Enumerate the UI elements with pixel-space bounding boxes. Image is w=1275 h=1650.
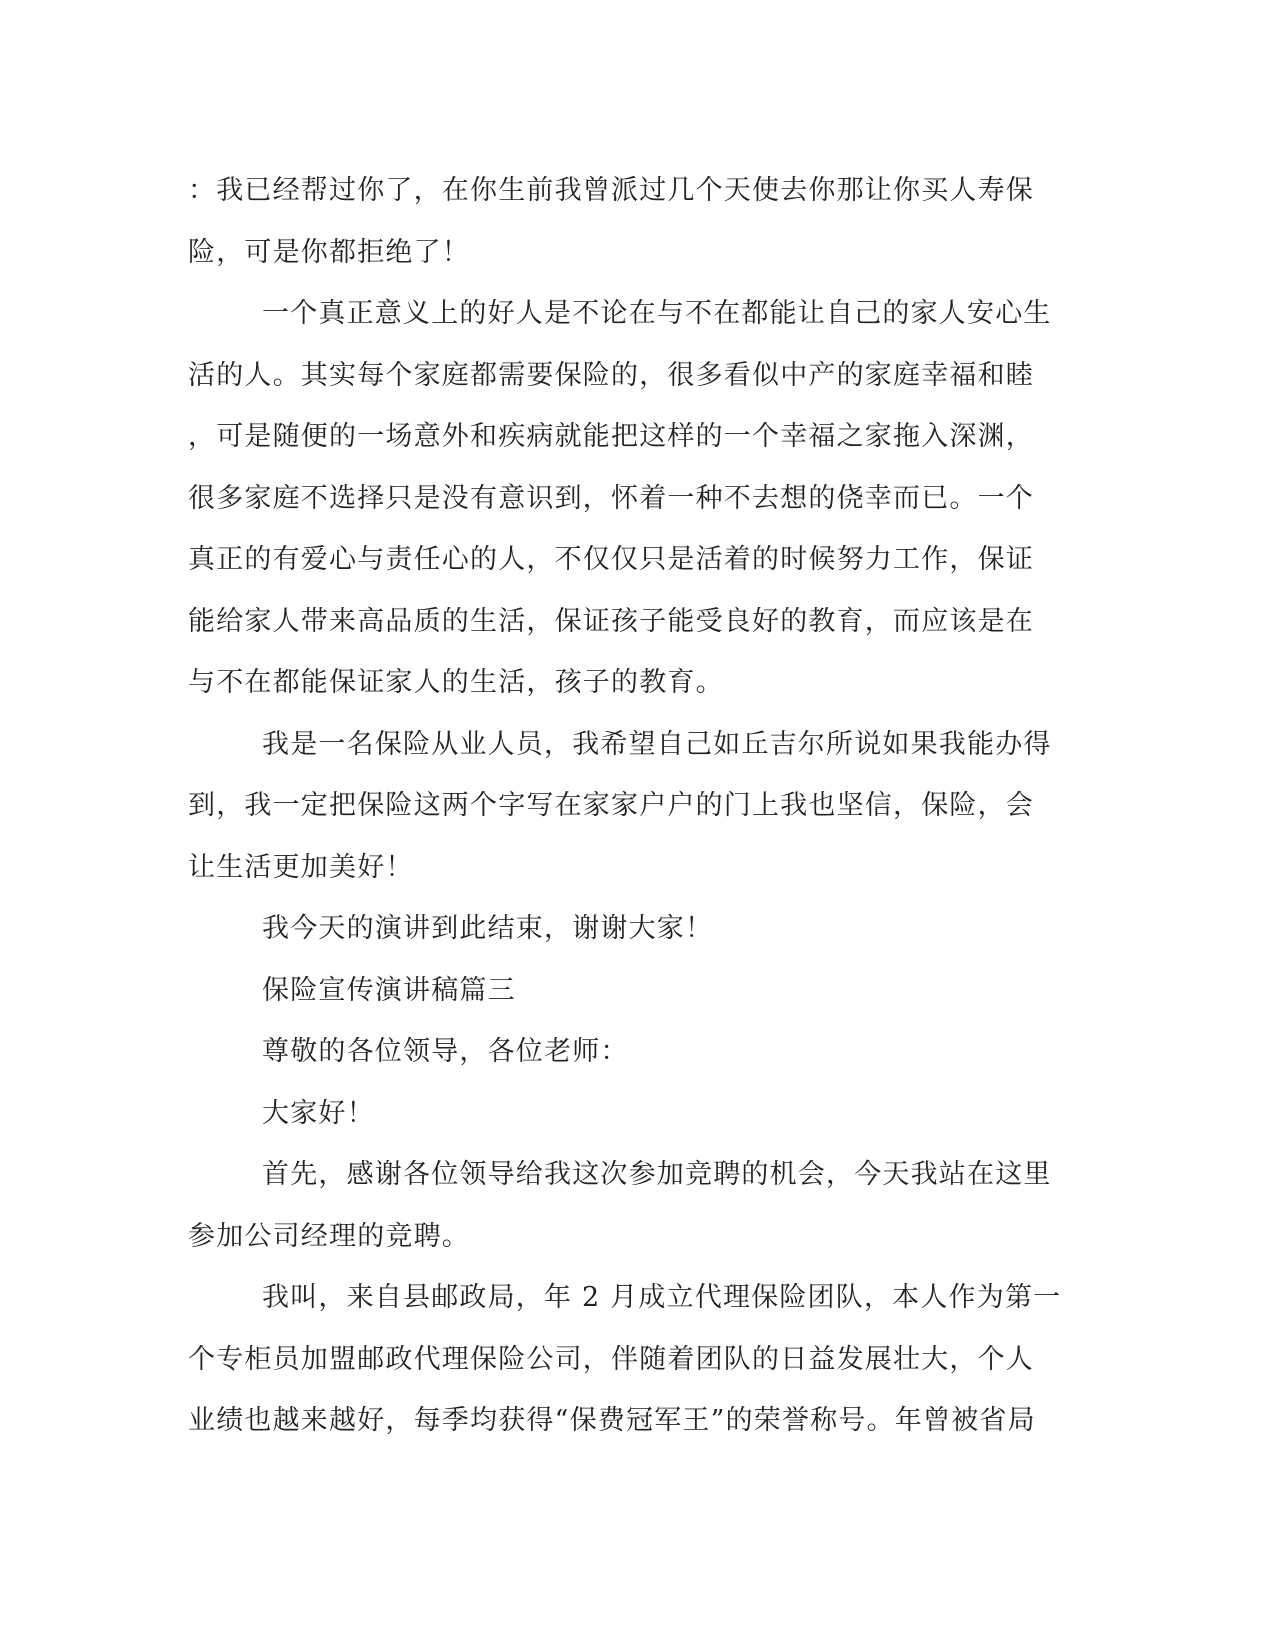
- text-line: 一个真正意义上的好人是不论在与不在都能让自己的家人安心生: [262, 298, 1052, 329]
- text-line: 与不在都能保证家人的生活，孩子的教育。: [188, 667, 724, 698]
- text-line: 能给家人带来高品质的生活，保证孩子能受良好的教育，而应该是在: [188, 605, 1034, 637]
- section-heading: 保险宣传演讲稿篇三: [262, 974, 516, 1006]
- text-line: 我是一名保险从业人员，我希望自己如丘吉尔所说如果我能办得: [262, 728, 1052, 760]
- text-line: 很多家庭不选择只是没有意识到，怀着一种不去想的侥幸而已。一个: [188, 482, 1034, 514]
- text-line: ，可是随便的一场意外和疾病就能把这样的一个幸福之家拖入深渊，: [188, 421, 1034, 452]
- text-line: 首先，感谢各位领导给我这次参加竞聘的机会，今天我站在这里: [262, 1159, 1052, 1190]
- text-line: 让生活更加美好！: [188, 851, 414, 883]
- text-line: 我叫，来自县邮政局，年 2 月成立代理保险团队，本人作为第一: [262, 1282, 1062, 1313]
- text-line: 险，可是你都拒绝了！: [188, 236, 470, 268]
- text-line: ：我已经帮过你了，在你生前我曾派过几个天使去你那让你买人寿保: [188, 175, 1034, 206]
- text-line: 我今天的演讲到此结束，谢谢大家！: [262, 913, 714, 944]
- text-line: 参加公司经理的竞聘。: [188, 1220, 470, 1252]
- text-line: 个专柜员加盟邮政代理保险公司，伴随着团队的日益发展壮大，个人: [188, 1343, 1034, 1375]
- text-line: 活的人。其实每个家庭都需要保险的，很多看似中产的家庭幸福和睦: [188, 359, 1034, 391]
- text-line: 到，我一定把保险这两个字写在家家户户的门上我也坚信，保险，会: [188, 790, 1034, 821]
- greeting: 大家好！: [262, 1097, 375, 1129]
- document-body: [188, 160, 1073, 1452]
- salutation: 尊敬的各位领导，各位老师：: [262, 1036, 629, 1067]
- text-line: 真正的有爱心与责任心的人，不仅仅只是活着的时候努力工作，保证: [188, 544, 1034, 575]
- text-line: 业绩也越来越好，每季均获得“保费冠军王”的荣誉称号。年曾被省局: [188, 1405, 1036, 1436]
